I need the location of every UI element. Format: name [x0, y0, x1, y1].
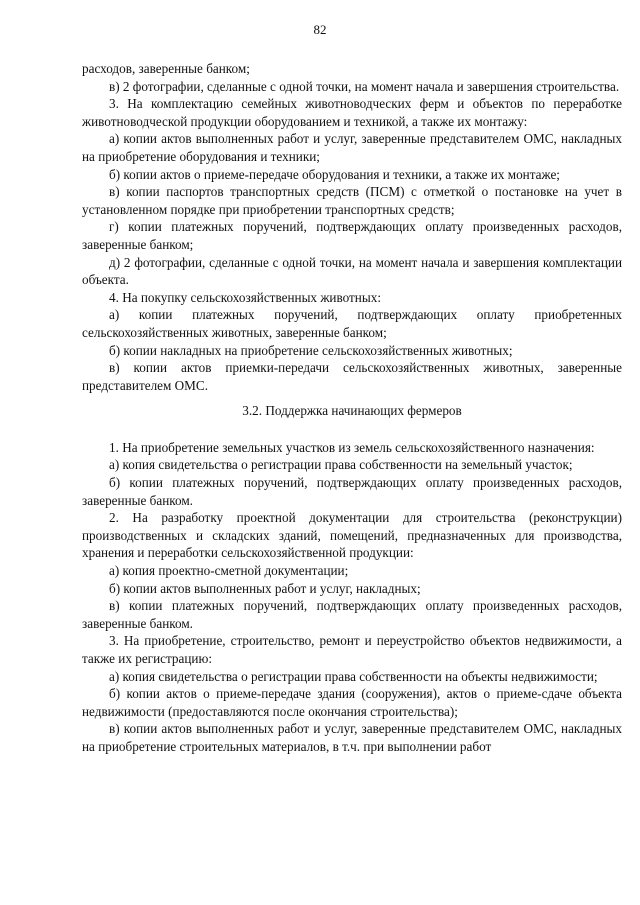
section-heading: 3.2. Поддержка начинающих фермеров — [242, 403, 462, 419]
paragraph: 2. На разработку проектной документации для строительства (реконструкции) производственных и складских зданий, помещений, предназначенных для производства, хранения и переработки сельскохозяйственной продукции: — [82, 510, 622, 561]
paragraph: б) копии накладных на приобретение сельскохозяйственных животных; — [109, 342, 513, 358]
paragraph: б) копии платежных поручений, подтверждающих оплату произведенных расходов, заверенные банком. — [82, 475, 622, 508]
paragraph: 3. На комплектацию семейных животноводческих ферм и объектов по переработке животноводческой продукции оборудованием и техникой, а также их монтажу: — [82, 96, 622, 129]
paragraph: а) копии платежных поручений, подтверждающих оплату приобретенных сельскохозяйственных животных, заверенные банком; — [82, 307, 622, 340]
paragraph: б) копии актов о приеме-передаче оборудования и техники, а также их монтаже; — [109, 166, 560, 182]
paragraph: г) копии платежных поручений, подтверждающих оплату произведенных расходов, заверенные банком; — [82, 219, 622, 252]
document-body — [82, 60, 622, 756]
paragraph: д) 2 фотографии, сделанные с одной точки, на момент начала и завершения комплектации объекта. — [82, 254, 622, 288]
paragraph: б) копии актов о приеме-передаче здания (сооружения), актов о приеме-сдаче объекта недвижимости (предоставляются после окончания строительства); — [82, 686, 622, 719]
section-3-2-requirements — [82, 439, 622, 756]
paragraph: в) копии паспортов транспортных средств (ПСМ) с отметкой о постановке на учет в установленном порядке при приобретении транспортных средств; — [82, 184, 622, 217]
paragraph: в) копии платежных поручений, подтверждающих оплату произведенных расходов, заверенные банком. — [82, 598, 622, 631]
paragraph: в) копии актов приемки-передачи сельскохозяйственных животных, заверенные представителем ОМС. — [82, 360, 622, 393]
paragraph: 1. На приобретение земельных участков из земель сельскохозяйственного назначения: — [109, 439, 595, 455]
paragraph: расходов, заверенные банком; — [82, 61, 250, 76]
paragraph: 4. На покупку сельскохозяйственных животных: — [109, 289, 381, 305]
paragraph: в) 2 фотографии, сделанные с одной точки, на момент начала и завершения строительства. — [109, 78, 620, 94]
paragraph: а) копия свидетельства о регистрации права собственности на земельный участок; — [109, 457, 573, 473]
paragraph: а) копия свидетельства о регистрации права собственности на объекты недвижимости; — [109, 668, 598, 684]
page-number: 82 — [313, 22, 327, 37]
section-3-1-requirements — [82, 60, 622, 394]
paragraph: в) копии актов выполненных работ и услуг, заверенные представителем ОМС, накладных на приобретение строительных материалов, в т.ч. при выполнении работ — [82, 721, 622, 754]
paragraph: 3. На приобретение, строительство, ремонт и переустройство объектов недвижимости, а также их регистрацию: — [82, 633, 622, 666]
paragraph: а) копии актов выполненных работ и услуг, заверенные представителем ОМС, накладных на приобретение оборудования и техники; — [82, 131, 622, 164]
paragraph: б) копии актов выполненных работ и услуг, накладных; — [109, 580, 421, 596]
paragraph: а) копия проектно-сметной документации; — [109, 563, 349, 579]
